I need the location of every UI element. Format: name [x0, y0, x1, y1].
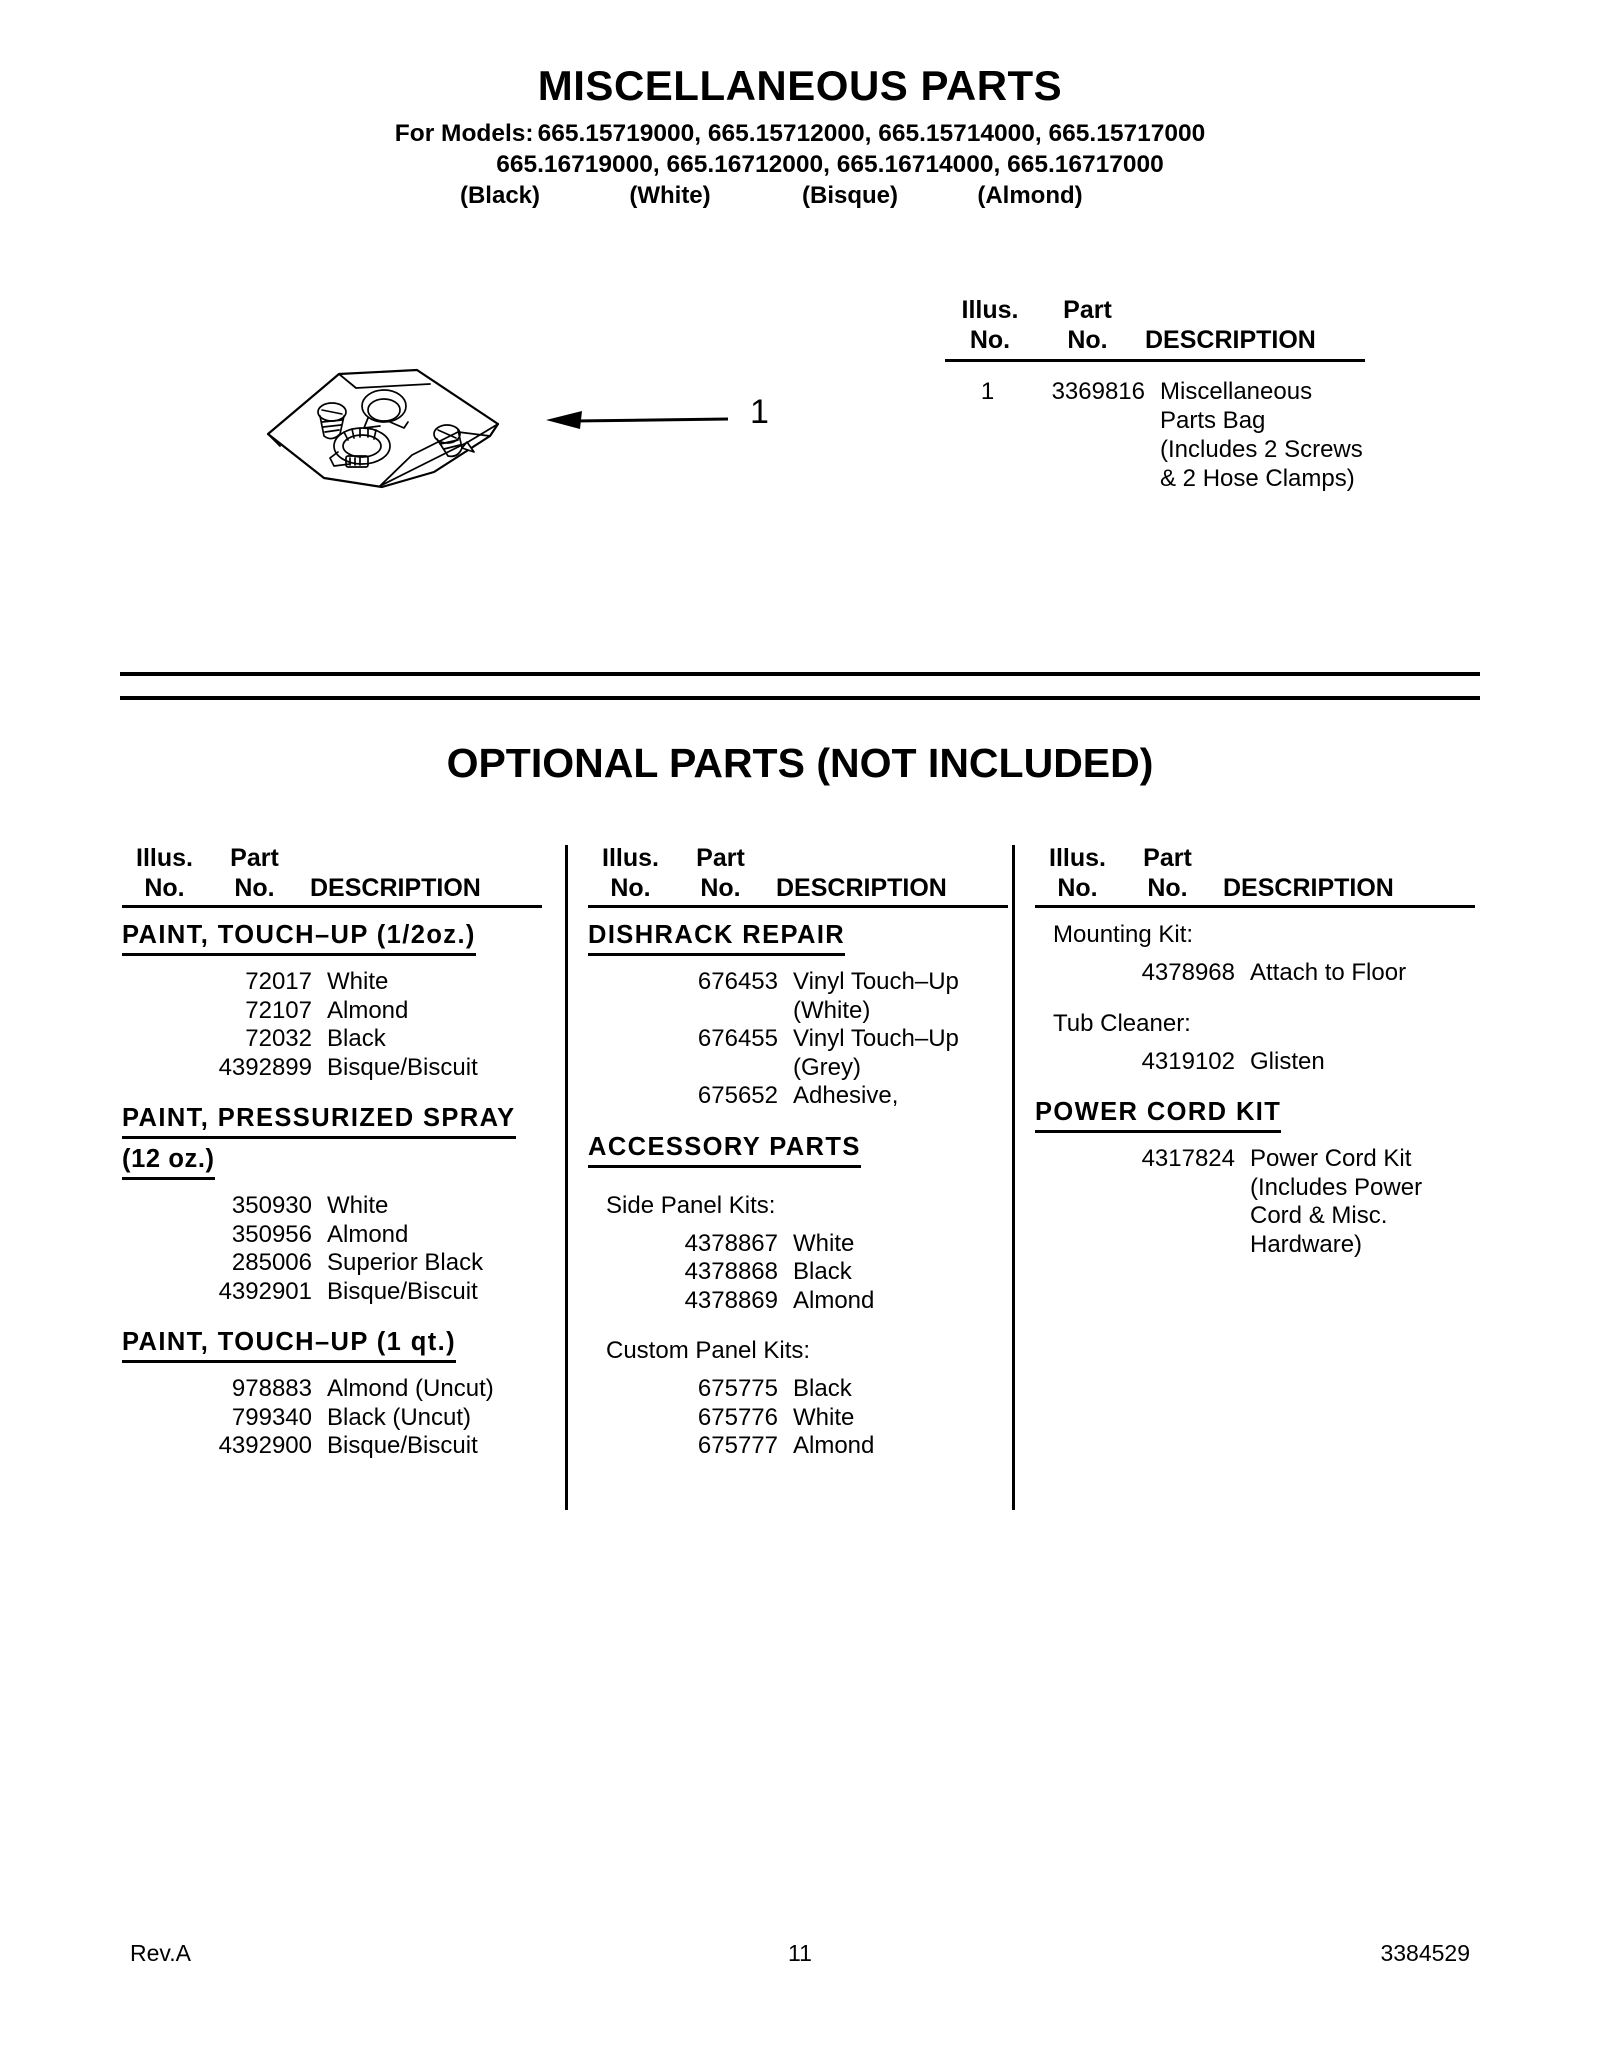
part-number: 675776 — [697, 1403, 778, 1431]
part-list — [122, 968, 542, 1082]
part-row — [122, 997, 542, 1026]
part-number: 675652 — [697, 1082, 778, 1109]
subgroup-label: Tub Cleaner: — [1053, 1009, 1191, 1037]
part-description: Bisque/Biscuit — [327, 1053, 478, 1081]
part-description-cont: Hardware) — [1250, 1230, 1363, 1258]
callout-leader-line — [540, 405, 730, 435]
part-number: 350956 — [231, 1220, 312, 1248]
header-illus-line2: No. — [610, 874, 651, 902]
header-illus-no — [122, 843, 207, 903]
part-list — [1035, 1048, 1475, 1077]
part-row — [588, 1082, 1008, 1111]
section-divider-top — [120, 672, 1480, 676]
group-heading: PAINT, PRESSURIZED SPRAY — [122, 1104, 516, 1139]
part-description: Superior Black — [327, 1249, 484, 1276]
part-row — [122, 1054, 542, 1083]
group-heading-line2: (12 oz.) — [122, 1145, 215, 1180]
table-body — [945, 377, 1365, 492]
group-heading: ACCESSORY PARTS — [588, 1133, 861, 1168]
optional-column-3 — [1035, 843, 1475, 1258]
part-number: 4378868 — [684, 1258, 778, 1285]
miscellaneous-parts-table — [945, 295, 1365, 492]
table-row — [945, 377, 1365, 492]
color-label-almond: (Almond) — [977, 182, 1083, 209]
part-number: 4378869 — [684, 1286, 778, 1314]
part-list — [1035, 1145, 1475, 1259]
group-heading-wrap — [1035, 1098, 1475, 1135]
part-row — [1035, 1145, 1475, 1174]
table-header-row — [1035, 843, 1475, 903]
cell-illus-no: 1 — [980, 378, 995, 405]
part-description: Almond — [793, 1432, 875, 1459]
color-label-black: (Black) — [459, 182, 541, 209]
header-underline — [588, 905, 1008, 908]
part-description-cont: (Includes Power — [1250, 1173, 1423, 1201]
models-line-2: 665.16719000, 665.16712000, 665.16714000, 665.16717000 — [496, 151, 1164, 178]
part-number: 72017 — [245, 968, 312, 995]
part-description: Black — [793, 1375, 852, 1402]
header-part-line2: No. — [234, 874, 275, 902]
part-row — [1035, 959, 1475, 988]
model-list — [0, 118, 1600, 180]
part-description: Power Cord Kit — [1250, 1145, 1412, 1172]
part-description: Bisque/Biscuit — [327, 1432, 478, 1459]
part-row — [588, 1258, 1008, 1287]
group-heading-wrap — [588, 921, 1008, 958]
part-number: 4319102 — [1141, 1047, 1235, 1075]
part-row — [122, 1432, 542, 1461]
part-number: 676455 — [697, 1025, 778, 1052]
color-label-bisque: (Bisque) — [802, 182, 898, 209]
page-footer — [0, 1940, 1600, 1980]
group-heading-wrap-2 — [122, 1145, 542, 1182]
part-description: White — [327, 1192, 389, 1219]
part-row — [122, 968, 542, 997]
part-description: Adhesive, — [793, 1082, 899, 1109]
part-description: Vinyl Touch–Up — [793, 968, 959, 995]
header-illus-line2: No. — [144, 874, 185, 902]
subgroup-label: Mounting Kit: — [1053, 921, 1194, 948]
part-row — [122, 1025, 542, 1054]
part-description: Black (Uncut) — [327, 1403, 472, 1431]
column-body — [122, 917, 542, 1461]
part-row — [122, 1249, 542, 1278]
part-description: Almond — [327, 1220, 409, 1248]
part-description: Bisque/Biscuit — [327, 1277, 478, 1305]
header-illus-line1: Illus. — [1049, 844, 1106, 872]
header-underline — [122, 905, 542, 908]
part-description: Black — [793, 1258, 852, 1285]
header-part-line2: No. — [1147, 874, 1188, 902]
group-heading: DISHRACK REPAIR — [588, 921, 845, 956]
section-divider-bottom — [120, 696, 1480, 700]
part-row — [588, 1025, 1008, 1054]
optional-parts-columns — [0, 843, 1600, 1523]
header-illus-line1: Illus. — [136, 844, 193, 872]
header-illus-line1: Illus. — [602, 844, 659, 872]
header-description: DESCRIPTION — [1145, 326, 1316, 354]
part-list — [122, 1192, 542, 1306]
part-row — [122, 1375, 542, 1404]
color-label-white: (White) — [629, 182, 711, 209]
header-description: DESCRIPTION — [310, 874, 481, 902]
revision-label: Rev.A — [130, 1940, 191, 1966]
part-row — [122, 1404, 542, 1433]
part-number: 4317824 — [1141, 1145, 1235, 1172]
header-part-line1: Part — [696, 844, 745, 872]
part-row — [122, 1221, 542, 1250]
document-number: 3384529 — [1380, 1940, 1470, 1966]
cell-description: Miscellaneous Parts Bag (Includes 2 Screws & 2 Hose Clamps) — [1160, 378, 1363, 492]
part-number: 676453 — [697, 968, 778, 995]
header-part-no: Part No. — [1063, 296, 1112, 354]
part-number: 4392899 — [218, 1053, 312, 1081]
part-row — [588, 1404, 1008, 1433]
part-description: White — [793, 1403, 855, 1431]
part-list — [588, 1375, 1008, 1461]
part-description-cont: (Grey) — [793, 1053, 861, 1081]
part-list — [588, 1230, 1008, 1316]
group-heading-wrap — [122, 1328, 542, 1365]
header-illus-no — [1035, 843, 1120, 903]
part-number: 72032 — [245, 1025, 312, 1052]
part-list — [122, 1375, 542, 1461]
column-body — [1035, 917, 1475, 1259]
group-heading-wrap — [122, 921, 542, 958]
group-heading: POWER CORD KIT — [1035, 1098, 1281, 1133]
header-part-no — [673, 843, 768, 903]
part-number: 4378867 — [684, 1229, 778, 1257]
header-part-line1: Part — [1143, 844, 1192, 872]
header-illus-line2: No. — [1057, 874, 1098, 902]
header-illus-no: Illus. No. — [961, 296, 1019, 354]
header-part-line1: Part — [230, 844, 279, 872]
optional-parts-title: OPTIONAL PARTS (NOT INCLUDED) — [446, 740, 1154, 786]
part-description-cont: (White) — [793, 996, 871, 1024]
part-number: 4378968 — [1141, 959, 1235, 986]
group-heading: PAINT, TOUCH–UP (1/2oz.) — [122, 921, 476, 956]
subgroup-label: Side Panel Kits: — [606, 1191, 776, 1219]
part-number: 799340 — [231, 1403, 312, 1431]
page-title: MISCELLANEOUS PARTS — [537, 62, 1063, 109]
part-row — [588, 1230, 1008, 1259]
part-number: 978883 — [231, 1375, 312, 1402]
part-description: Vinyl Touch–Up — [793, 1025, 959, 1052]
optional-column-1 — [122, 843, 542, 1459]
part-list — [588, 968, 1008, 1111]
group-heading-wrap — [588, 1133, 1008, 1170]
part-row — [122, 1278, 542, 1307]
part-description: Almond (Uncut) — [327, 1375, 494, 1402]
part-number: 675777 — [697, 1432, 778, 1459]
table-header-row — [945, 295, 1365, 357]
part-row — [588, 1432, 1008, 1461]
part-list — [1035, 959, 1475, 988]
part-row — [588, 968, 1008, 997]
part-number: 4392901 — [218, 1277, 312, 1305]
page-number: 11 — [788, 1940, 812, 1966]
part-description: Almond — [327, 996, 409, 1024]
models-line-1: 665.15719000, 665.15712000, 665.15714000, 665.15717000 — [537, 120, 1206, 147]
table-header-row — [122, 843, 542, 903]
optional-column-2 — [588, 843, 1008, 1459]
part-row — [122, 1192, 542, 1221]
part-row — [588, 1287, 1008, 1316]
part-description: White — [327, 968, 389, 995]
header-part-no — [1120, 843, 1215, 903]
header-description: DESCRIPTION — [1223, 874, 1394, 902]
header-underline — [1035, 905, 1475, 908]
part-number: 72107 — [245, 996, 312, 1024]
part-row — [588, 1375, 1008, 1404]
header-description: DESCRIPTION — [776, 874, 947, 902]
part-description: White — [793, 1229, 855, 1257]
subgroup-label: Custom Panel Kits: — [606, 1337, 811, 1364]
cell-part-no: 3369816 — [1051, 378, 1145, 405]
header-part-line2: No. — [700, 874, 741, 902]
header-illus-no — [588, 843, 673, 903]
table-header-row — [588, 843, 1008, 903]
part-number: 675775 — [697, 1375, 778, 1402]
header-part-no — [207, 843, 302, 903]
callout-number-1: 1 — [750, 393, 769, 431]
part-description: Almond — [793, 1286, 875, 1314]
part-description: Attach to Floor — [1250, 959, 1407, 986]
header-underline — [945, 359, 1365, 362]
column-divider-1 — [565, 845, 568, 1510]
part-row — [1035, 1048, 1475, 1077]
group-heading-wrap — [122, 1104, 542, 1141]
part-description: Glisten — [1250, 1047, 1325, 1075]
part-number: 350930 — [231, 1192, 312, 1219]
part-description-cont: Cord & Misc. — [1250, 1202, 1388, 1229]
part-description: Black — [327, 1025, 386, 1052]
group-heading: PAINT, TOUCH–UP (1 qt.) — [122, 1328, 456, 1363]
models-label: For Models: — [394, 120, 534, 147]
column-body — [588, 917, 1008, 1461]
part-number: 4392900 — [218, 1432, 312, 1459]
part-number: 285006 — [231, 1249, 312, 1276]
